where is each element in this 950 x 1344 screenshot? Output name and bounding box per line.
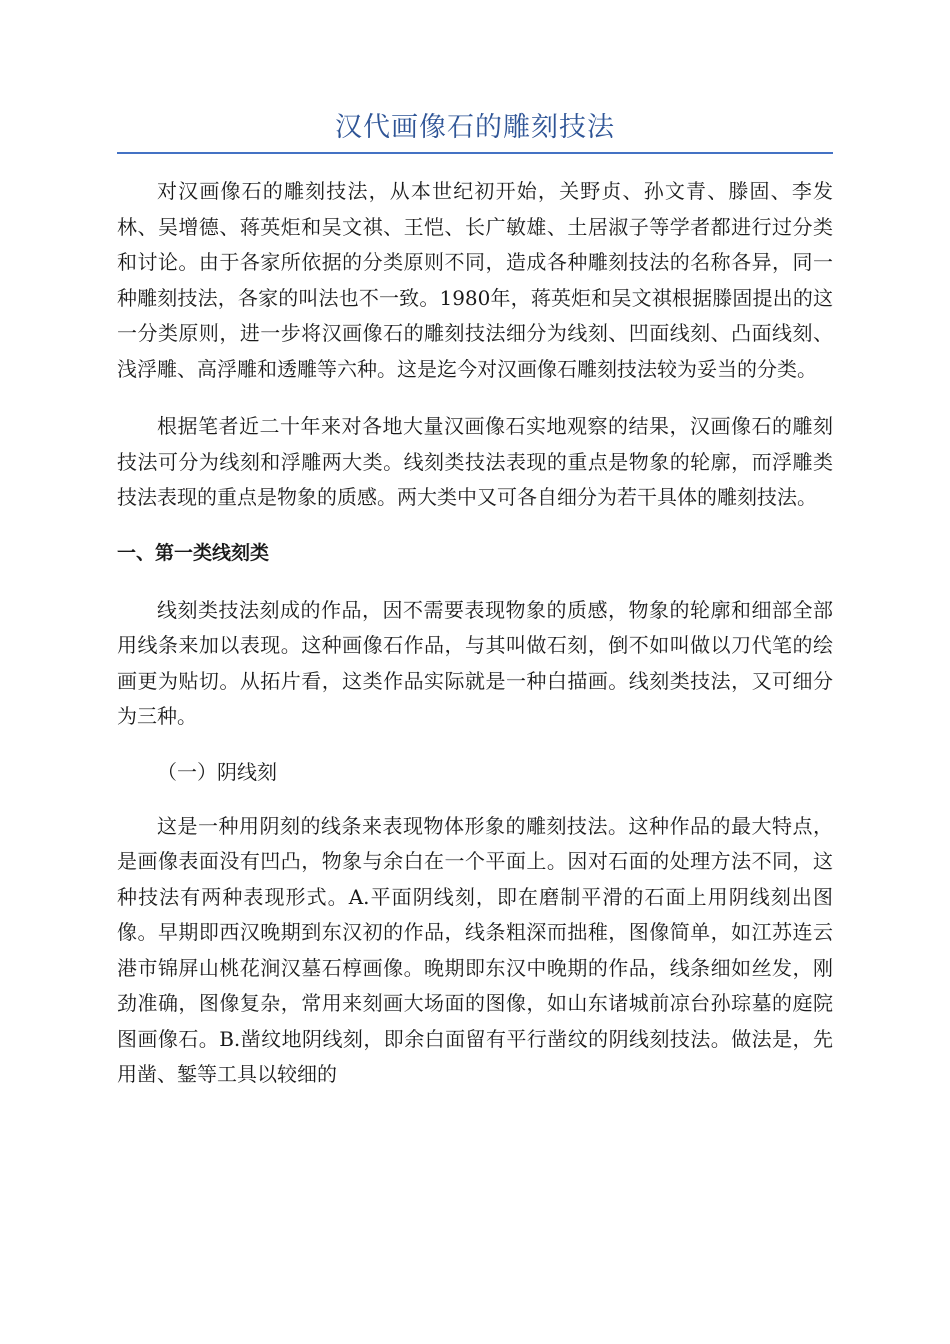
- subsection-heading-intaglio-line: （一）阴线刻: [157, 759, 277, 784]
- section-paragraph-line-carving: 线刻类技法刻成的作品，因不需要表现物象的质感，物象的轮廓和细部全部用线条来加以表现。这种画像石作品，与其叫做石刻，倒不如叫做以刀代笔的绘画更为贴切。从拓片看，这类作品实际就是一种白描画。线刻类技法，又可细分为三种。: [117, 597, 833, 728]
- intro-paragraph-1: 对汉画像石的雕刻技法，从本世纪初开始，关野贞、孙文青、滕固、李发林、吴增德、蒋英炬和吴文祺、王恺、长广敏雄、土居淑子等学者都进行过分类和讨论。由于各家所依据的分类原则不同，造成各种雕刻技法的名称各异，同一种雕刻技法，各家的叫法也不一致。1980年，蒋英炬和吴文祺根据滕固提出的这一分类原则，进一步将汉画像石的雕刻技法细分为线刻、凹面线刻、凸面线刻、浅浮雕、高浮雕和透雕等六种。这是迄今对汉画像石雕刻技法较为妥当的分类。: [117, 179, 833, 381]
- intro-paragraph-2: 根据笔者近二十年来对各地大量汉画像石实地观察的结果，汉画像石的雕刻技法可分为线刻和浮雕两大类。线刻类技法表现的重点是物象的轮廓，而浮雕类技法表现的重点是物象的质感。两大类中又可各自细分为若干具体的雕刻技法。: [117, 414, 833, 509]
- document-page: [117, 108, 833, 1093]
- title-underline: [117, 152, 833, 154]
- section-heading-line-carving: 一、第一类线刻类: [117, 541, 270, 564]
- subsection-paragraph-intaglio-line: 这是一种用阴刻的线条来表现物体形象的雕刻技法。这种作品的最大特点，是画像表面没有凹凸，物象与余白在一个平面上。因对石面的处理方法不同，这种技法有两种表现形式。A.平面阴线刻，即在磨制平滑的石面上用阴线刻出图像。早期即西汉晚期到东汉初的作品，线条粗深而拙稚，图像简单，如江苏连云港市锦屏山桃花涧汉墓石椁画像。晚期即东汉中晚期的作品，线条细如丝发，刚劲准确，图像复杂，常用来刻画大场面的图像，如山东诸城前凉台孙琮墓的庭院图画像石。B.凿纹地阴线刻，即余白面留有平行凿纹的阴线刻技法。做法是，先用凿、錾等工具以较细的: [117, 813, 833, 1086]
- document-title: 汉代画像石的雕刻技法: [335, 112, 615, 143]
